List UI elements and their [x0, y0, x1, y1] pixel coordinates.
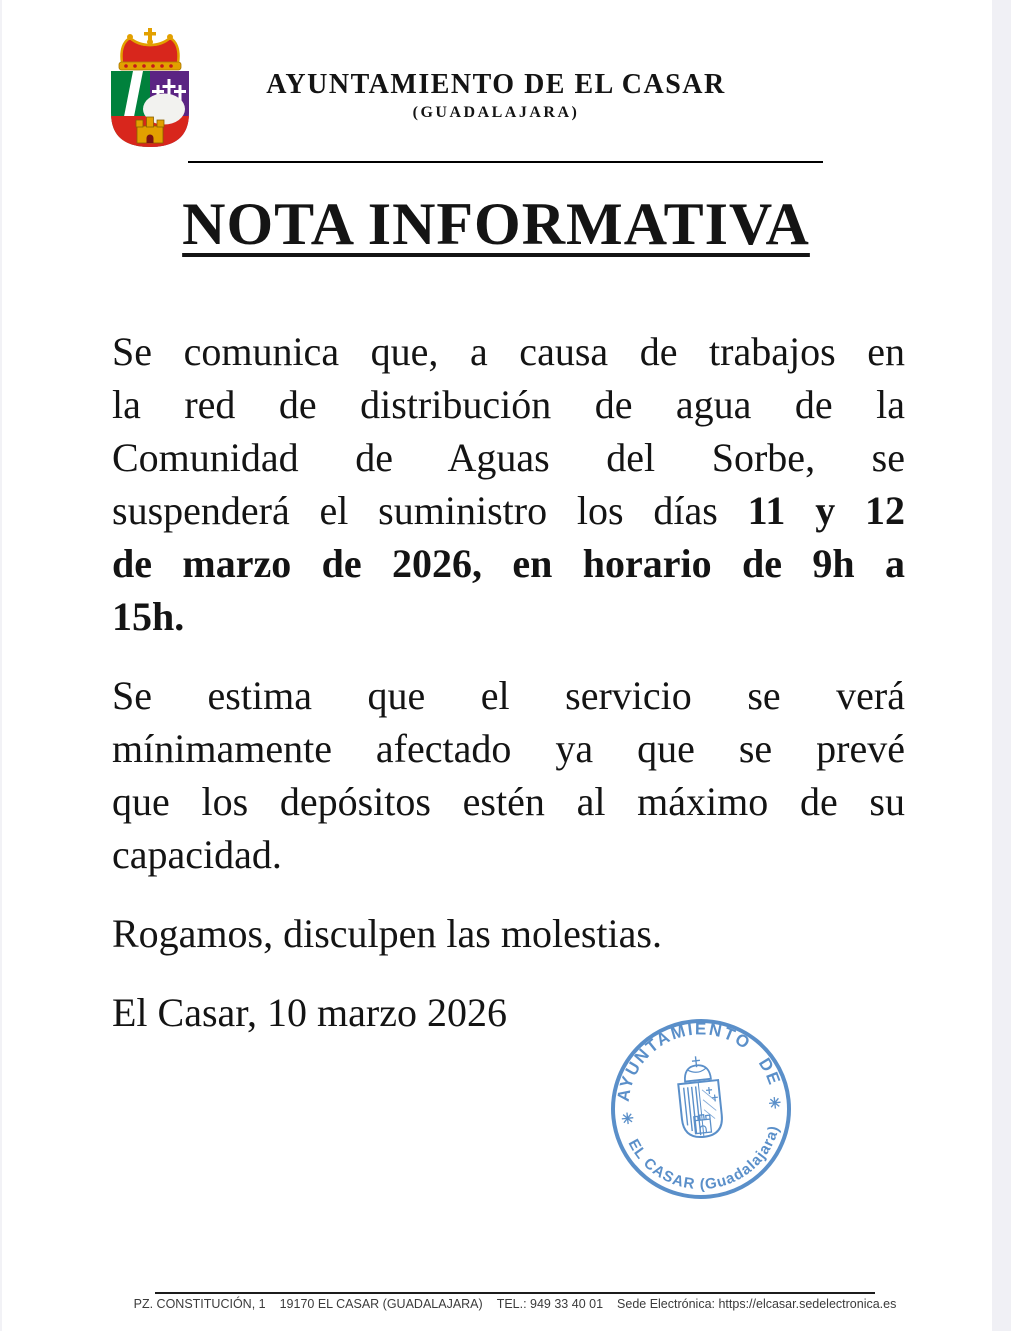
- text-segment: suspenderá el suministro los días: [112, 488, 718, 533]
- letterhead: [0, 69, 992, 122]
- municipal-stamp-icon: [599, 1007, 803, 1211]
- page-title: NOTA INFORMATIVA: [182, 191, 810, 257]
- notice-body: [112, 325, 905, 1065]
- municipality-name: AYUNTAMIENTO DE EL CASAR: [266, 69, 726, 100]
- dates-bold-segment: de marzo de 2026, en horario de 9h a: [112, 541, 905, 586]
- dates-bold-segment: 15h.: [112, 594, 185, 639]
- text-line: [112, 484, 905, 537]
- text-line: Se estima que el servicio se verá: [112, 673, 905, 718]
- text-line: mínimamente afectado ya que se prevé: [112, 726, 905, 771]
- paragraph-apology: Rogamos, disculpen las molestias.: [112, 911, 662, 956]
- header-divider: [188, 161, 823, 163]
- footer-divider: [155, 1292, 875, 1294]
- text-line: que los depósitos estén al máximo de su: [112, 779, 905, 824]
- footer-electronic-office: Sede Electrónica: https://elcasar.sedelectronica.es: [617, 1297, 897, 1311]
- text-line: la red de distribución de agua de la: [112, 382, 905, 427]
- stamp-right-star-icon: ✳: [767, 1094, 782, 1113]
- paragraph-works-notice: [112, 325, 905, 643]
- footer-phone: TEL.: 949 33 40 01: [496, 1297, 604, 1311]
- page-right-band: [992, 0, 1011, 1331]
- footer-postal: 19170 EL CASAR (GUADALAJARA): [279, 1297, 483, 1311]
- dateline: El Casar, 10 marzo 2026: [112, 990, 507, 1035]
- stamp-center-crest: [676, 1054, 724, 1139]
- paragraph-service-impact: [112, 669, 905, 881]
- stamp-bottom-text: EL CASAR (Guadalajara): [624, 1123, 783, 1194]
- footer-contact-line: [115, 1297, 915, 1311]
- dates-bold-segment: 11 y 12: [747, 488, 906, 533]
- text-line: Se comunica que, a causa de trabajos en: [112, 329, 905, 374]
- footer-address: PZ. CONSTITUCIÓN, 1: [133, 1297, 266, 1311]
- province-name: (GUADALAJARA): [412, 104, 580, 121]
- text-line: [112, 537, 905, 590]
- text-line: [112, 590, 905, 643]
- stamp-left-star-icon: ✳: [620, 1110, 635, 1129]
- text-line: Comunidad de Aguas del Sorbe, se: [112, 435, 905, 480]
- text-line: capacidad.: [112, 832, 282, 877]
- stamp-top-text: AYUNTAMIENTO DE: [613, 1019, 785, 1103]
